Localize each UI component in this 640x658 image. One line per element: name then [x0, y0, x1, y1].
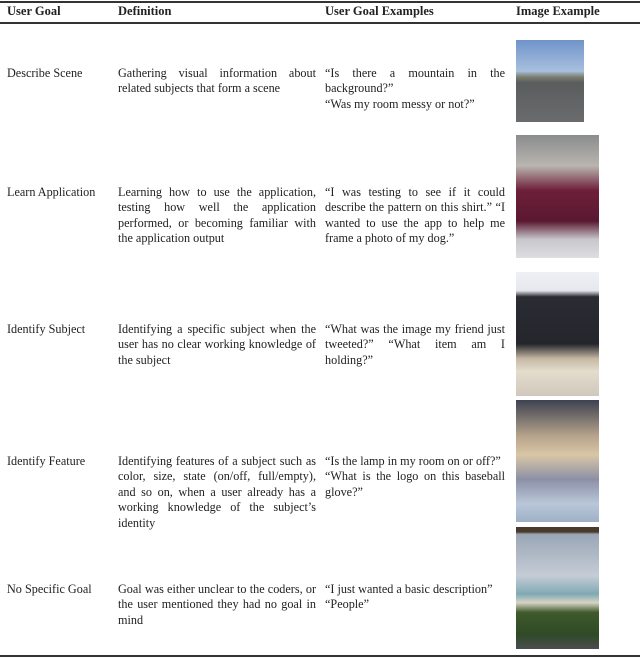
photo-lamp-room-icon — [516, 400, 599, 522]
example: “Is there a mountain in the background?” — [325, 66, 505, 96]
photo-tree-road-icon — [516, 40, 584, 122]
example: “I just wanted a basic description” — [325, 582, 493, 596]
row-examples — [325, 454, 505, 500]
row-definition: Gathering visual information about related subjects that form a scene — [118, 66, 316, 96]
row-examples — [325, 66, 505, 112]
bottom-rule — [0, 655, 640, 657]
row-definition: Identifying features of a subject such as color, size, state (on/off, full/empty), and so on, when a user already has a working knowledge of the subject’s identity — [118, 454, 316, 530]
row-goal: Describe Scene — [7, 66, 83, 80]
row-examples — [325, 582, 505, 613]
example: “What is the logo on this baseball glove?” — [325, 469, 505, 499]
row-goal: Identify Feature — [7, 454, 86, 468]
header-definition: Definition — [118, 4, 172, 18]
example: “I was testing to see if it could describe the pattern on this shirt.” “I wanted to use the app to help me frame a photo of my dog.” — [325, 185, 505, 246]
photo-shirt-on-bed-icon — [516, 135, 599, 258]
top-rule — [0, 1, 640, 3]
example: “People” — [325, 597, 369, 612]
example: “Is the lamp in my room on or off?” — [325, 454, 501, 468]
row-goal: Identify Subject — [7, 322, 86, 336]
example: “Was my room messy or not?” — [325, 96, 475, 111]
photo-beach-icon — [516, 527, 599, 649]
header-rule — [0, 22, 640, 24]
example: “What was the image my friend just tweeted?” “What item am I holding?” — [325, 322, 505, 367]
row-goal: Learn Application — [7, 185, 96, 199]
photo-screen-keyboard-icon — [516, 272, 599, 396]
row-definition: Learning how to use the application, testing how well the application performed, or becoming familiar with the application output — [118, 185, 316, 246]
row-examples — [325, 322, 505, 368]
header-examples: User Goal Examples — [325, 4, 434, 18]
row-definition: Goal was either unclear to the coders, or the user mentioned they had no goal in mind — [118, 582, 316, 627]
row-goal: No Specific Goal — [7, 582, 92, 596]
header-image-example: Image Example — [516, 4, 600, 18]
row-examples — [325, 185, 505, 247]
header-user-goal: User Goal — [7, 4, 61, 18]
row-definition: Identifying a specific subject when the user has no clear working knowledge of the subject — [118, 322, 316, 367]
